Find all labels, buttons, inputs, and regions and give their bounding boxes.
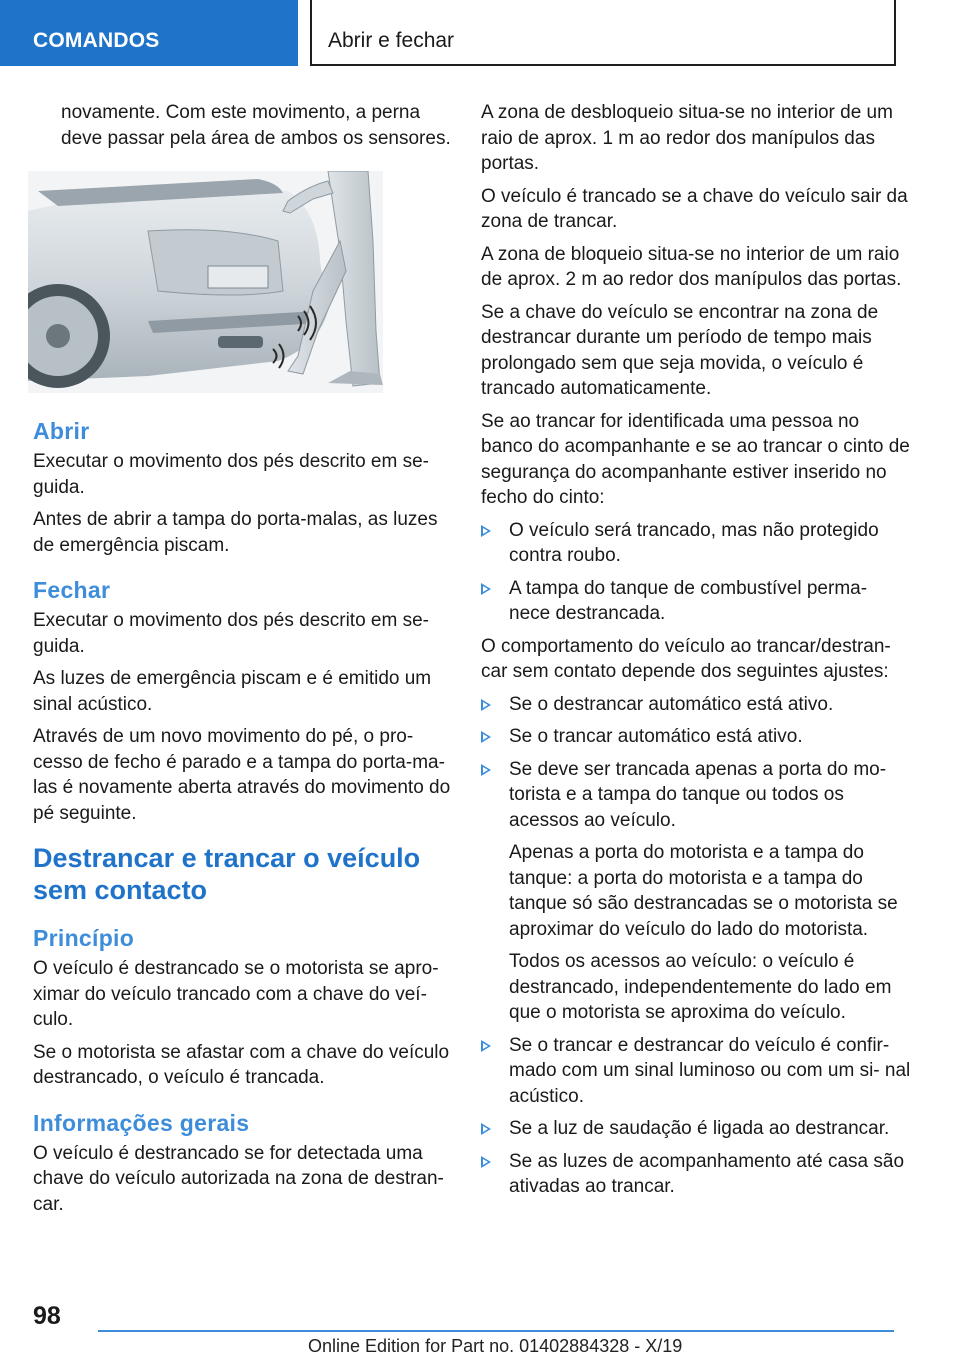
list-item: Se deve ser trancada apenas a porta do mo- torista e a tampa do tanque ou todos os acessos ao veículo. [481,757,911,834]
list-item: Se o trancar e destrancar do veículo é confir- mado com um sinal luminoso ou com um si- nal acústico. [481,1033,911,1110]
heading-destrancar-sem-contacto: Destrancar e trancar o veículo sem contacto [33,843,421,905]
left-column [33,100,453,1224]
triangle-bullet-icon [481,1156,491,1168]
list-sub-paragraph: Apenas a porta do motorista e a tampa do tanque: a porta do motorista e a tampa do tanque só são destrancadas se o motorista se aproximar do veículo do lado do motorista. [509,842,898,940]
heading-principio: Princípio [33,925,135,951]
triangle-bullet-icon [481,731,491,743]
triangle-bullet-icon [481,699,491,711]
fechar-paragraph-1: Executar o movimento dos pés descrito em se- guida. [33,610,430,657]
trunk-sensor-illustration [28,171,383,393]
heading-informacoes-gerais: Informações gerais [33,1109,250,1136]
abrir-paragraph-1: Executar o movimento dos pés descrito em se- guida. [33,451,430,498]
triangle-bullet-icon [481,764,491,776]
footer-divider [98,1330,894,1332]
page-number: 98 [33,1302,61,1330]
list-item: Se o trancar automático está ativo. [481,724,911,750]
list-item: Se a luz de saudação é ligada ao destrancar. [481,1116,911,1142]
edition-note: Online Edition for Part no. 01402884328 - X/19 [308,1336,683,1356]
triangle-bullet-icon [481,525,491,537]
right-paragraph-2: O veículo é trancado se a chave do veículo sair da zona de trancar. [481,185,908,232]
right-paragraph-6: O comportamento do veículo ao trancar/destran- car sem contato depende dos seguintes ajustes: [481,635,891,682]
section-title: Abrir e fechar [328,29,455,52]
right-paragraph-4: Se a chave do veículo se encontrar na zona de destrancar durante um período de tempo mais prolongado sem que seja movida, o veículo é trancado automaticamente. [481,301,879,399]
right-paragraph-5: Se ao trancar for identificada uma pessoa no banco do acompanhante e se ao trancar o cinto de segurança do acompanhante estiver inserido no fecho do cinto: [481,410,910,508]
chapter-label: COMANDOS [33,29,160,52]
chapter-tab [0,0,298,66]
heading-fechar: Fechar [33,577,111,603]
principio-paragraph-1: O veículo é destrancado se o motorista se apro- ximar do veículo trancado com a chave do veí- culo. [33,958,439,1030]
fechar-paragraph-3: Através de um novo movimento do pé, o pro- cesso de fecho é parado e a tampa do porta-ma- las é novamente aberta através do movimento do pé seguinte. [33,726,451,824]
right-paragraph-1: A zona de desbloqueio situa-se no interior de um raio de aprox. 1 m ao redor dos manípulos das portas. [481,102,893,174]
intro-paragraph: novamente. Com este movimento, a perna deve passar pela área de ambos os sensores. [61,102,451,149]
list-item: A tampa do tanque de combustível perma- nece destrancada. [481,576,911,627]
right-column [481,100,911,1207]
triangle-bullet-icon [481,1040,491,1052]
section-header [310,0,896,66]
principio-paragraph-2: Se o motorista se afastar com a chave do veículo destrancado, o veículo é trancada. [33,1041,450,1088]
list-item: O veículo será trancado, mas não protegido contra roubo. [481,518,911,569]
triangle-bullet-icon [481,583,491,595]
list-item: Se o destrancar automático está ativo. [481,692,911,718]
fechar-paragraph-2: As luzes de emergência piscam e é emitido um sinal acústico. [33,668,432,715]
list-sub-paragraph: Todos os acessos ao veículo: o veículo é destrancado, independentemente do lado em que o motorista se aproxima do veículo. [509,951,892,1023]
info-paragraph-1: O veículo é destrancado se for detectada uma chave do veículo autorizada na zona de destran- car. [33,1142,444,1215]
triangle-bullet-icon [481,1123,491,1135]
abrir-paragraph-2: Antes de abrir a tampa do porta-malas, as luzes de emergência piscam. [33,509,438,556]
heading-abrir: Abrir [33,418,90,444]
right-paragraph-3: A zona de bloqueio situa-se no interior de um raio de aprox. 2 m ao redor dos manípulos das portas. [481,243,902,290]
list-item: Se as luzes de acompanhamento até casa são ativadas ao trancar. [481,1149,911,1200]
